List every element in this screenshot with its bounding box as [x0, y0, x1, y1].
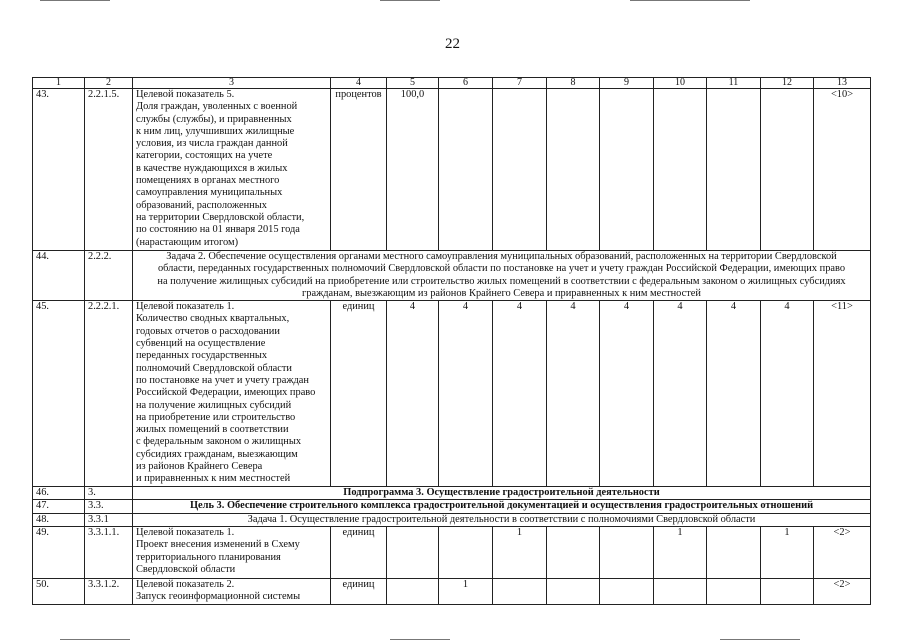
text-line: Проект внесения изменений в Схему — [136, 539, 300, 551]
unit-cell: единиц — [331, 527, 387, 579]
unit-cell: единиц — [331, 301, 387, 487]
text-line: самоуправления муниципальных — [136, 187, 283, 199]
value-cell: 1 — [654, 527, 707, 579]
text-line: полномочий Свердловской области — [136, 362, 292, 374]
table-row — [33, 513, 871, 526]
page-number: 22 — [445, 36, 460, 52]
text-line: категории, состоящих на учете — [136, 150, 273, 162]
text-line: на получение жилищных субсидий на приобретение или строительство жилых помещений в соответствии с федеральным законом о жилищных субсидиях — [157, 275, 846, 287]
text-line: образований, расположенных — [136, 199, 267, 211]
value-cell — [654, 579, 707, 605]
row-code: 3.3. — [85, 500, 133, 513]
value-cell — [761, 89, 814, 251]
row-code: 3.3.1.1. — [85, 527, 133, 579]
value-cell: 1 — [761, 527, 814, 579]
row-number: 50. — [33, 579, 85, 605]
row-number: 48. — [33, 513, 85, 526]
value-cell: 4 — [600, 301, 654, 487]
text-line: к ним лиц, улучшивших жилищные — [136, 125, 295, 137]
row-number: 49. — [33, 527, 85, 579]
indicator-name — [133, 301, 331, 487]
text-line: по постановке на учет и учету граждан — [136, 374, 309, 386]
table-row — [33, 301, 871, 487]
indicator-table — [32, 77, 871, 605]
column-number-row — [33, 78, 871, 89]
value-cell: 4 — [547, 301, 600, 487]
table-row — [33, 527, 871, 579]
text-line: на получение жилищных субсидий — [136, 399, 292, 411]
value-cell — [707, 527, 761, 579]
value-cell — [439, 527, 493, 579]
text-line: Доля граждан, уволенных с военной — [136, 101, 298, 113]
column-number: 12 — [761, 78, 814, 89]
row-code: 3.3.1.2. — [85, 579, 133, 605]
value-cell — [439, 89, 493, 251]
text-line: переданных государственных — [136, 350, 268, 362]
text-line: помещениях в органах местного — [136, 175, 280, 187]
goal-heading: Цель 3. Обеспечение строительного комплекса градостроительной документацией и осуществления градостроительных отношений — [133, 500, 871, 513]
value-cell — [761, 579, 814, 605]
value-cell: 1 — [439, 579, 493, 605]
value-cell — [547, 89, 600, 251]
indicator-name — [133, 89, 331, 251]
text-line: на территории Свердловской области, — [136, 211, 305, 223]
note-cell: <2> — [814, 579, 871, 605]
indicator-name — [133, 527, 331, 579]
text-line: Целевой показатель 2. — [136, 579, 235, 591]
row-code: 2.2.2. — [85, 251, 133, 301]
text-line: из районов Крайнего Севера — [136, 461, 263, 473]
text-line: Количество сводных квартальных, — [136, 313, 290, 325]
text-line: Целевой показатель 5. — [136, 89, 235, 100]
column-number: 8 — [547, 78, 600, 89]
column-number: 11 — [707, 78, 761, 89]
column-number: 9 — [600, 78, 654, 89]
scan-edge-top — [630, 0, 750, 1]
task-text — [133, 251, 871, 301]
value-cell — [387, 579, 439, 605]
column-number: 10 — [654, 78, 707, 89]
note-cell: <10> — [814, 89, 871, 251]
row-number: 46. — [33, 487, 85, 500]
column-number: 1 — [33, 78, 85, 89]
text-line: в качестве нуждающихся в жилых — [136, 162, 288, 174]
value-cell — [600, 579, 654, 605]
value-cell — [493, 89, 547, 251]
text-line: Задача 2. Обеспечение осуществления органами местного самоуправления муниципальных образований, расположенных на территории Свердловской — [166, 251, 837, 262]
row-number: 47. — [33, 500, 85, 513]
row-code: 2.2.1.5. — [85, 89, 133, 251]
text-line: гражданам, выезжающим из районов Крайнего Севера и приравненных к ним местностей — [302, 287, 701, 299]
text-line: Целевой показатель 1. — [136, 301, 235, 313]
note-cell: <2> — [814, 527, 871, 579]
text-line: (нарастающим итогом) — [136, 236, 239, 248]
value-cell: 100,0 — [387, 89, 439, 251]
value-cell — [707, 579, 761, 605]
note-cell: <11> — [814, 301, 871, 487]
column-number: 4 — [331, 78, 387, 89]
value-cell — [547, 579, 600, 605]
text-line: по состоянию на 01 января 2015 года — [136, 224, 300, 236]
row-number: 44. — [33, 251, 85, 301]
column-number: 7 — [493, 78, 547, 89]
text-line: субвенций на осуществление — [136, 338, 266, 350]
row-code: 2.2.2.1. — [85, 301, 133, 487]
row-code: 3.3.1 — [85, 513, 133, 526]
text-line: Запуск геоинформационной системы — [136, 591, 301, 603]
table-row — [33, 487, 871, 500]
indicator-name — [133, 579, 331, 605]
text-line: на приобретение или строительство — [136, 411, 296, 423]
row-number: 43. — [33, 89, 85, 251]
text-line: субсидиях гражданам, выезжающим — [136, 448, 298, 460]
task-text: Задача 1. Осуществление градостроительной деятельности в соответствии с полномочиями Свердловской области — [133, 513, 871, 526]
value-cell: 4 — [439, 301, 493, 487]
column-number: 2 — [85, 78, 133, 89]
text-line: жилых помещений в соответствии — [136, 424, 289, 436]
unit-cell: единиц — [331, 579, 387, 605]
text-line: Свердловской области — [136, 563, 236, 575]
value-cell: 1 — [493, 527, 547, 579]
column-number: 13 — [814, 78, 871, 89]
value-cell — [707, 89, 761, 251]
column-number: 6 — [439, 78, 493, 89]
text-line: Целевой показатель 1. — [136, 527, 235, 539]
text-line: области, переданных государственных полномочий Свердловской области по постановке на учет и учету граждан Российской Федерации, имеющих право — [157, 263, 846, 275]
table-row — [33, 500, 871, 513]
value-cell: 4 — [493, 301, 547, 487]
text-line: с федеральным законом о жилищных — [136, 436, 302, 448]
value-cell — [600, 527, 654, 579]
value-cell: 4 — [387, 301, 439, 487]
value-cell: 4 — [761, 301, 814, 487]
value-cell — [600, 89, 654, 251]
subprogram-heading: Подпрограмма 3. Осуществление градостроительной деятельности — [133, 487, 871, 500]
text-line: Российской Федерации, имеющих право — [136, 387, 316, 399]
text-line: годовых отчетов о расходовании — [136, 325, 280, 337]
text-line: и приравненных к ним местностей — [136, 473, 291, 485]
row-number: 45. — [33, 301, 85, 487]
column-number: 3 — [133, 78, 331, 89]
value-cell — [654, 89, 707, 251]
text-line: службы (службы), и приравненных — [136, 113, 292, 125]
table-row — [33, 89, 871, 251]
scan-edge-top — [40, 0, 110, 1]
value-cell: 4 — [654, 301, 707, 487]
value-cell — [547, 527, 600, 579]
text-line: условия, из числа граждан данной — [136, 138, 288, 150]
unit-cell: процентов — [331, 89, 387, 251]
text-line: территориального планирования — [136, 551, 281, 563]
value-cell: 4 — [707, 301, 761, 487]
scan-edge-top — [380, 0, 440, 1]
value-cell — [387, 527, 439, 579]
value-cell — [493, 579, 547, 605]
table-row — [33, 251, 871, 301]
column-number: 5 — [387, 78, 439, 89]
row-code: 3. — [85, 487, 133, 500]
table-row — [33, 579, 871, 605]
